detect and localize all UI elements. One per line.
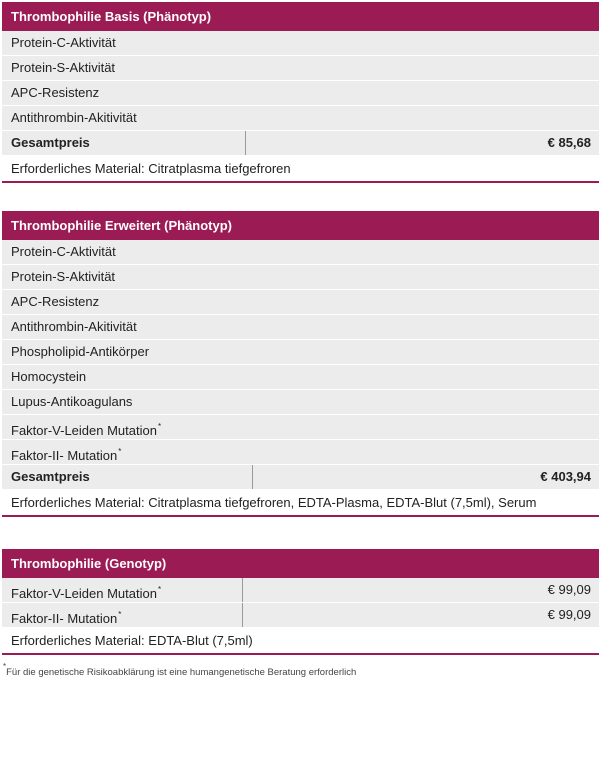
footnote-marker: * <box>157 585 162 594</box>
table-row: APC-Resistenz <box>2 81 599 106</box>
table-row <box>2 440 599 465</box>
table-header: Thrombophilie Basis (Phänotyp) <box>2 2 599 31</box>
table-row: Phospholipid-Antikörper <box>2 340 599 365</box>
total-value: € 403,94 <box>540 469 591 484</box>
table-row <box>2 415 599 440</box>
item-price: € 99,09 <box>547 582 591 597</box>
table-row: Antithrombin-Akitivität <box>2 106 599 131</box>
table-row <box>2 603 599 628</box>
footnote-marker: * <box>118 447 122 456</box>
table-header: Thrombophilie (Genotyp) <box>2 549 599 578</box>
table-row: Protein-C-Aktivität <box>2 31 599 56</box>
table-row: Antithrombin-Akitivität <box>2 315 599 340</box>
total-label: Gesamtpreis <box>2 131 246 155</box>
table-thrombophilie-erweitert <box>2 211 599 517</box>
total-row <box>2 131 599 156</box>
table-row: APC-Resistenz <box>2 290 599 315</box>
item-price: € 99,09 <box>547 607 591 622</box>
column-divider <box>242 578 243 602</box>
item-label: Faktor-V-Leiden Mutation <box>11 586 157 601</box>
table-row: Protein-S-Aktivität <box>2 265 599 290</box>
total-label: Gesamtpreis <box>2 465 253 489</box>
material-row: Erforderliches Material: Citratplasma tiefgefroren, EDTA-Plasma, EDTA-Blut (7,5ml), Serum <box>2 490 599 517</box>
table-row: Homocystein <box>2 365 599 390</box>
material-row: Erforderliches Material: EDTA-Blut (7,5ml) <box>2 628 599 655</box>
table-thrombophilie-basis <box>2 2 599 183</box>
item-label: Faktor-II- Mutation <box>11 448 118 463</box>
table-row: Protein-C-Aktivität <box>2 240 599 265</box>
footnote-marker: * <box>118 610 122 619</box>
item-label: Faktor-II- Mutation <box>11 611 118 626</box>
table-row <box>2 578 599 603</box>
footnote-mark: * <box>3 662 7 671</box>
table-header: Thrombophilie Erweitert (Phänotyp) <box>2 211 599 240</box>
footnote-text: Für die genetische Risikoabklärung ist eine humangenetische Beratung erforderlich <box>6 667 357 678</box>
footnote-marker: * <box>157 422 162 431</box>
table-row: Protein-S-Aktivität <box>2 56 599 81</box>
table-row: Lupus-Antikoagulans <box>2 390 599 415</box>
footnote <box>2 662 356 678</box>
column-divider <box>242 603 243 627</box>
item-label: Faktor-V-Leiden Mutation <box>11 423 157 438</box>
table-thrombophilie-genotyp <box>2 549 599 655</box>
material-row: Erforderliches Material: Citratplasma tiefgefroren <box>2 156 599 183</box>
total-value: € 85,68 <box>547 135 591 150</box>
total-row <box>2 465 599 490</box>
